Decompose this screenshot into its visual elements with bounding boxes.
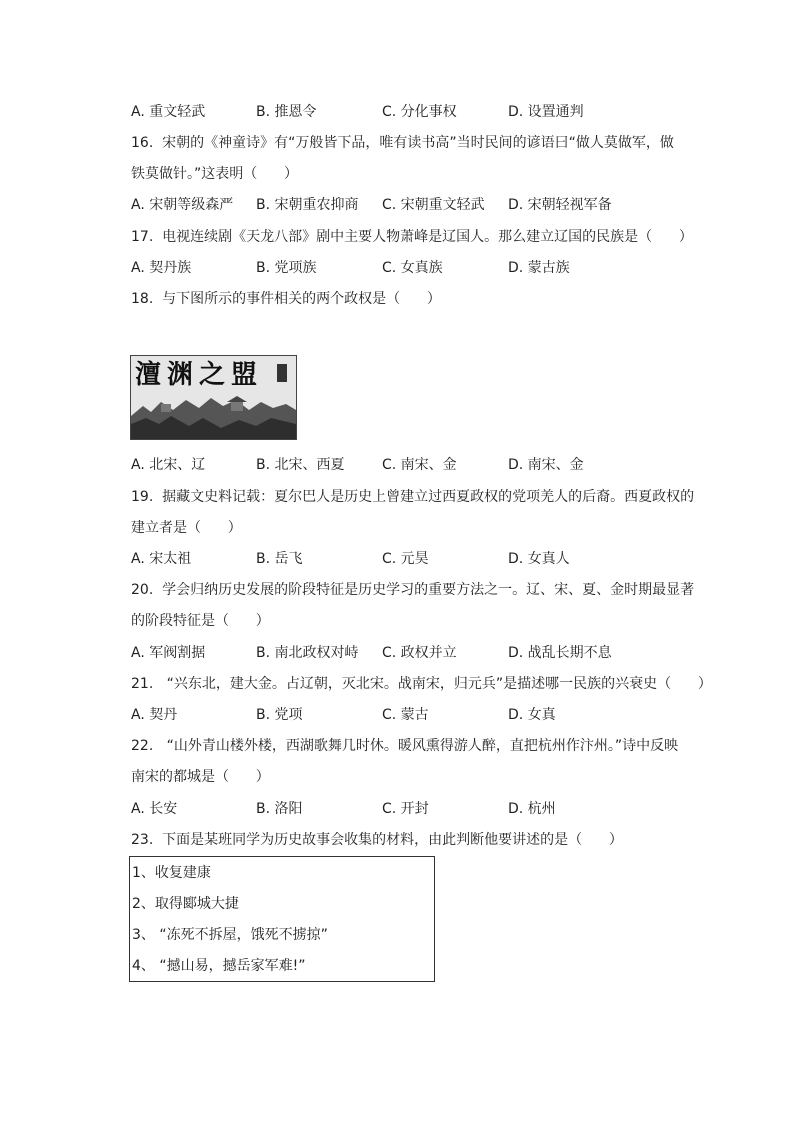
q23-materials-box <box>129 856 435 982</box>
q20-options <box>131 643 691 663</box>
q17-option-b[interactable]: B. 党项族 <box>256 260 317 276</box>
material-item: 3、 “冻死不拆屋，饿死不掳掠” <box>132 927 328 943</box>
q15-option-b[interactable]: B. 推恩令 <box>256 104 317 120</box>
q19-option-c[interactable]: C. 元昊 <box>382 551 429 567</box>
q22-option-c[interactable]: C. 开封 <box>382 801 429 817</box>
q19-option-a[interactable]: A. 宋太祖 <box>131 551 192 567</box>
q17-options <box>131 258 691 278</box>
q18-option-b[interactable]: B. 北宋、西夏 <box>256 457 345 473</box>
q21-stem: 21. “兴东北，建大金。占辽朝，灭北宋。战南宋，归元兵”是描述哪一民族的兴衰史（ ） <box>131 676 712 692</box>
q22-options <box>131 799 691 819</box>
q23-stem: 23. 下面是某班同学为历史故事会收集的材料，由此判断他要讲述的是（ ） <box>131 832 623 848</box>
q18-option-d[interactable]: D. 南宋、金 <box>508 457 584 473</box>
q20-stem-line1: 20. 学会归纳历史发展的阶段特征是历史学习的重要方法之一。辽、宋、夏、金时期最显著 <box>131 582 695 598</box>
q16-option-b[interactable]: B. 宋朝重农抑商 <box>256 197 359 213</box>
q19-stem-line1: 19. 据藏文史料记载：夏尔巴人是历史上曾建立过西夏政权的党项羌人的后裔。西夏政权的 <box>131 489 695 505</box>
q20-stem-line2: 的阶段特征是（ ） <box>131 613 270 629</box>
q18-stem: 18. 与下图所示的事件相关的两个政权是（ ） <box>131 291 441 307</box>
q15-option-d[interactable]: D. 设置通判 <box>508 104 584 120</box>
q16-option-d[interactable]: D. 宋朝轻视军备 <box>508 197 612 213</box>
q18-option-c[interactable]: C. 南宋、金 <box>382 457 457 473</box>
q16-stem-line1: 16. 宋朝的《神童诗》有“万般皆下品，唯有读书高”当时民间的谚语曰“做人莫做军，做 <box>131 135 674 151</box>
q16-stem-line2: 铁莫做针。”这表明（ ） <box>131 166 298 182</box>
material-item: 4、 “撼山易，撼岳家军难!” <box>132 958 306 974</box>
q21-option-a[interactable]: A. 契丹 <box>131 707 178 723</box>
q21-option-d[interactable]: D. 女真 <box>508 707 556 723</box>
q21-options <box>131 705 691 725</box>
q15-option-a[interactable]: A. 重文轻武 <box>131 104 206 120</box>
material-item: 2、取得郾城大捷 <box>132 896 239 912</box>
q17-option-c[interactable]: C. 女真族 <box>382 260 443 276</box>
q21-option-c[interactable]: C. 蒙古 <box>382 707 429 723</box>
q22-option-a[interactable]: A. 长安 <box>131 801 178 817</box>
material-item: 1、收复建康 <box>132 865 211 881</box>
q20-option-b[interactable]: B. 南北政权对峙 <box>256 645 359 661</box>
q16-option-c[interactable]: C. 宋朝重文轻武 <box>382 197 485 213</box>
q22-stem-line1: 22. “山外青山楼外楼，西湖歌舞几时休。暖风熏得游人醉，直把杭州作汴州。”诗中反映 <box>131 738 679 754</box>
chanyuan-treaty-illustration <box>130 355 297 440</box>
q16-option-a[interactable]: A. 宋朝等级森严 <box>131 197 234 213</box>
q15-options <box>131 102 691 122</box>
q15-option-c[interactable]: C. 分化事权 <box>382 104 457 120</box>
q16-options <box>131 195 691 215</box>
q20-option-c[interactable]: C. 政权并立 <box>382 645 457 661</box>
q22-stem-line2: 南宋的都城是（ ） <box>131 769 270 785</box>
q21-option-b[interactable]: B. 党项 <box>256 707 303 723</box>
q17-stem: 17. 电视连续剧《天龙八部》剧中主要人物萧峰是辽国人。那么建立辽国的民族是（ ） <box>131 229 693 245</box>
q18-option-a[interactable]: A. 北宋、辽 <box>131 457 206 473</box>
q17-option-d[interactable]: D. 蒙古族 <box>508 260 570 276</box>
q22-option-b[interactable]: B. 洛阳 <box>256 801 303 817</box>
q19-option-b[interactable]: B. 岳飞 <box>256 551 303 567</box>
battle-scene-drawing <box>131 394 296 439</box>
q20-option-a[interactable]: A. 军阀割据 <box>131 645 206 661</box>
q22-option-d[interactable]: D. 杭州 <box>508 801 556 817</box>
q20-option-d[interactable]: D. 战乱长期不息 <box>508 645 612 661</box>
q18-options <box>131 455 691 475</box>
illustration-title: 澶渊之盟 <box>135 360 264 390</box>
q17-option-a[interactable]: A. 契丹族 <box>131 260 192 276</box>
q19-stem-line2: 建立者是（ ） <box>131 520 242 536</box>
seal-mark <box>277 364 287 382</box>
q19-options <box>131 549 691 569</box>
q19-option-d[interactable]: D. 女真人 <box>508 551 570 567</box>
